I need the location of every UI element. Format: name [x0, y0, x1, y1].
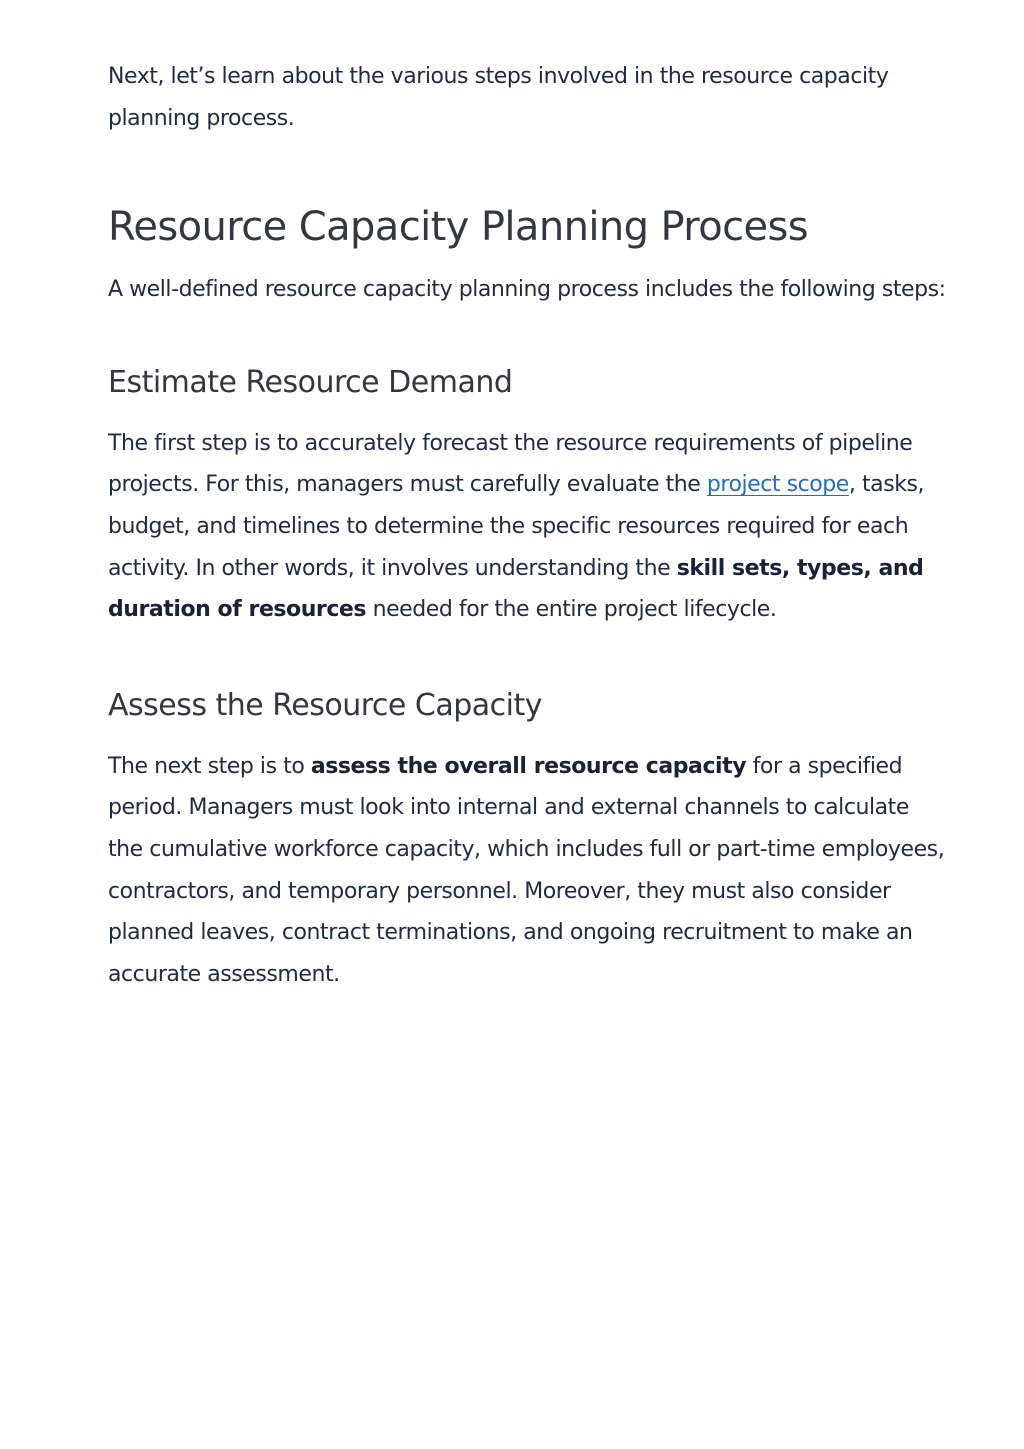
bold-text: skill sets, types, and duration of resources: [108, 555, 924, 623]
subheading-assess-capacity: Assess the Resource Capacity: [108, 687, 543, 723]
bold-text: assess the overall resource capacity: [310, 753, 747, 779]
assess-capacity-paragraph: [108, 746, 948, 996]
subheading-estimate-demand: Estimate Resource Demand: [108, 364, 513, 400]
paragraph-text: , tasks, budget, and timelines to determine the specific resources required for each activity. In other words, it involves understanding the: [108, 472, 925, 581]
paragraph-text: The first step is to accurately forecast the resource requirements of pipeline projects. For this, managers must carefully evaluate the: [108, 430, 913, 498]
article-content: [108, 56, 948, 995]
project-scope-link[interactable]: project scope: [706, 472, 849, 498]
paragraph-text: for a specified period. Managers must look into internal and external channels to calculate the cumulative workforce capacity, which includes full or part-time employees, contractors, and temporary personnel. Moreover, they must also consider planned leaves, contract terminations, and ongoing recruitment to make an accurate assessment.: [108, 753, 945, 987]
paragraph-text: The next step is to: [108, 753, 311, 779]
paragraph-text: needed for the entire project lifecycle.: [366, 597, 777, 623]
estimate-demand-paragraph: [108, 423, 948, 631]
section-heading-process: Resource Capacity Planning Process: [108, 204, 809, 251]
process-intro-paragraph: A well-defined resource capacity planning process includes the following steps:: [108, 277, 946, 303]
intro-paragraph: Next, let’s learn about the various steps involved in the resource capacity planning process.: [108, 64, 889, 131]
